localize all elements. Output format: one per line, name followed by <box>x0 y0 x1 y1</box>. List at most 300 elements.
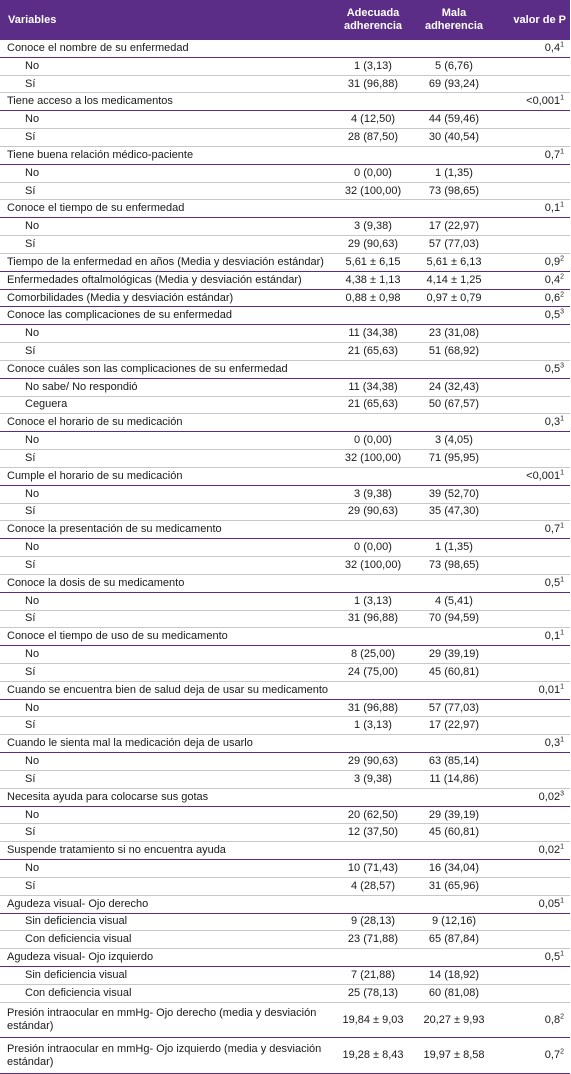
p-value-text: 0,5 <box>544 576 561 589</box>
p-value-text: 0,05 <box>538 897 561 910</box>
cell-p-value <box>495 432 570 450</box>
table-subrow <box>0 860 570 878</box>
p-value-test-superscript: 1 <box>560 201 564 209</box>
table-subrow <box>0 111 570 129</box>
cell-adequate: 0 (0,00) <box>333 164 413 182</box>
table-subrow <box>0 931 570 949</box>
p-value-text: 0,4 <box>544 273 561 286</box>
row-label: Cumple el horario de su medicación <box>0 467 333 485</box>
cell-p-value <box>495 663 570 681</box>
table-group-row <box>0 467 570 485</box>
cell-adequate: 1 (3,13) <box>333 57 413 75</box>
table-group-row <box>0 253 570 271</box>
p-value-test-superscript: 2 <box>560 255 564 263</box>
cell-poor: 1 (1,35) <box>413 164 495 182</box>
row-label: Con deficiencia visual <box>0 931 333 949</box>
p-value-text: 0,3 <box>544 416 561 429</box>
row-label: No <box>0 485 333 503</box>
cell-p-value <box>495 200 570 218</box>
row-label: Cuando se encuentra bien de salud deja de usar su medicamento <box>0 681 333 699</box>
cell-adequate <box>333 949 413 967</box>
cell-poor: 0,97 ± 0,79 <box>413 289 495 307</box>
table-group-row <box>0 628 570 646</box>
p-value-text: 0,7 <box>544 1049 561 1062</box>
cell-poor <box>413 895 495 913</box>
cell-adequate: 4 (12,50) <box>333 111 413 129</box>
cell-poor: 31 (65,96) <box>413 877 495 895</box>
cell-poor: 71 (95,95) <box>413 450 495 468</box>
cell-poor <box>413 40 495 57</box>
cell-p-value <box>495 236 570 254</box>
table-subrow <box>0 770 570 788</box>
cell-p-value <box>495 182 570 200</box>
row-label: No <box>0 699 333 717</box>
row-label: Sin deficiencia visual <box>0 913 333 931</box>
p-value-test-superscript: 3 <box>560 790 564 798</box>
cell-p-value <box>495 485 570 503</box>
cell-poor: 3 (4,05) <box>413 432 495 450</box>
cell-p-value <box>495 753 570 771</box>
table-subrow <box>0 129 570 147</box>
cell-poor: 45 (60,81) <box>413 663 495 681</box>
cell-poor <box>413 146 495 164</box>
cell-poor: 19,97 ± 8,58 <box>413 1038 495 1074</box>
p-value-text: 0,9 <box>544 255 561 268</box>
p-value-test-superscript: 1 <box>560 950 564 958</box>
row-label: Sí <box>0 503 333 521</box>
row-label: No <box>0 111 333 129</box>
row-label: No <box>0 164 333 182</box>
cell-p-value <box>495 895 570 913</box>
row-label: Tiempo de la enfermedad en años (Media y desviación estándar) <box>0 253 333 271</box>
p-value-test-superscript: 1 <box>560 897 564 904</box>
cell-poor: 30 (40,54) <box>413 129 495 147</box>
row-label: No <box>0 753 333 771</box>
table-group-row <box>0 146 570 164</box>
table-group-row <box>0 93 570 111</box>
p-value-test-superscript: 1 <box>560 415 564 423</box>
cell-poor: 29 (39,19) <box>413 646 495 664</box>
p-value-test-superscript: 1 <box>560 522 564 530</box>
cell-poor: 51 (68,92) <box>413 343 495 361</box>
p-value-text: 0,1 <box>544 202 561 215</box>
cell-adequate: 31 (96,88) <box>333 75 413 93</box>
cell-adequate <box>333 360 413 378</box>
cell-p-value <box>495 360 570 378</box>
cell-adequate: 12 (37,50) <box>333 824 413 842</box>
cell-poor: 65 (87,84) <box>413 931 495 949</box>
cell-poor <box>413 521 495 539</box>
table-subrow <box>0 485 570 503</box>
cell-adequate: 28 (87,50) <box>333 129 413 147</box>
cell-p-value <box>495 717 570 735</box>
cell-adequate: 21 (65,63) <box>333 343 413 361</box>
cell-adequate <box>333 788 413 806</box>
cell-p-value <box>495 574 570 592</box>
row-label: Cuando le sienta mal la medicación deja de usarlo <box>0 735 333 753</box>
cell-p-value <box>495 646 570 664</box>
cell-adequate: 3 (9,38) <box>333 485 413 503</box>
cell-poor: 44 (59,46) <box>413 111 495 129</box>
p-value-text: 0,6 <box>544 291 561 304</box>
cell-poor: 45 (60,81) <box>413 824 495 842</box>
cell-adequate <box>333 521 413 539</box>
table-subrow <box>0 218 570 236</box>
row-label: No <box>0 218 333 236</box>
row-label: Tiene acceso a los medicamentos <box>0 93 333 111</box>
cell-poor: 39 (52,70) <box>413 485 495 503</box>
p-value-text: 0,02 <box>538 790 561 803</box>
row-label: Sí <box>0 182 333 200</box>
table-group-row <box>0 414 570 432</box>
table-subrow <box>0 450 570 468</box>
table-group-row <box>0 307 570 325</box>
cell-adequate: 23 (71,88) <box>333 931 413 949</box>
p-value-text: 0,5 <box>544 951 561 964</box>
cell-poor: 4,14 ± 1,25 <box>413 271 495 289</box>
cell-adequate: 0 (0,00) <box>333 539 413 557</box>
cell-p-value <box>495 146 570 164</box>
table-group-row <box>0 271 570 289</box>
cell-p-value <box>495 913 570 931</box>
row-label: Presión intraocular en mmHg- Ojo izquierdo (media y desviación estándar) <box>0 1038 333 1074</box>
cell-p-value <box>495 129 570 147</box>
header-p-value: valor de P <box>495 0 570 40</box>
table-subrow <box>0 806 570 824</box>
table-subrow <box>0 610 570 628</box>
cell-adequate: 11 (34,38) <box>333 325 413 343</box>
cell-adequate <box>333 842 413 860</box>
p-value-test-superscript: 1 <box>560 843 564 851</box>
cell-poor <box>413 360 495 378</box>
p-value-test-superscript: 2 <box>560 1048 564 1056</box>
cell-p-value <box>495 806 570 824</box>
cell-adequate: 29 (90,63) <box>333 753 413 771</box>
cell-poor <box>413 735 495 753</box>
row-label: Sí <box>0 450 333 468</box>
table-subrow <box>0 753 570 771</box>
table-group-row <box>0 735 570 753</box>
p-value-test-superscript: 1 <box>560 94 564 102</box>
row-label: Sí <box>0 129 333 147</box>
cell-adequate: 8 (25,00) <box>333 646 413 664</box>
table-subrow <box>0 432 570 450</box>
cell-p-value <box>495 271 570 289</box>
table-subrow <box>0 503 570 521</box>
table-group-row <box>0 1002 570 1038</box>
cell-adequate: 31 (96,88) <box>333 699 413 717</box>
cell-adequate: 1 (3,13) <box>333 592 413 610</box>
cell-adequate: 29 (90,63) <box>333 236 413 254</box>
cell-p-value <box>495 699 570 717</box>
cell-adequate <box>333 574 413 592</box>
cell-poor: 1 (1,35) <box>413 539 495 557</box>
cell-adequate <box>333 681 413 699</box>
cell-p-value <box>495 218 570 236</box>
cell-adequate: 4,38 ± 1,13 <box>333 271 413 289</box>
cell-adequate: 32 (100,00) <box>333 450 413 468</box>
cell-poor: 29 (39,19) <box>413 806 495 824</box>
cell-poor <box>413 414 495 432</box>
cell-poor: 50 (67,57) <box>413 396 495 414</box>
cell-poor: 69 (93,24) <box>413 75 495 93</box>
p-value-text: 0,01 <box>538 683 561 696</box>
cell-p-value <box>495 343 570 361</box>
row-label: Tiene buena relación médico-paciente <box>0 146 333 164</box>
table-subrow <box>0 75 570 93</box>
cell-poor <box>413 788 495 806</box>
table-subrow <box>0 717 570 735</box>
p-value-text: 0,1 <box>544 630 561 643</box>
cell-p-value <box>495 860 570 878</box>
cell-adequate: 32 (100,00) <box>333 182 413 200</box>
cell-poor: 4 (5,41) <box>413 592 495 610</box>
row-label: Sí <box>0 610 333 628</box>
table-group-row <box>0 842 570 860</box>
cell-adequate: 0 (0,00) <box>333 432 413 450</box>
cell-p-value <box>495 681 570 699</box>
cell-p-value <box>495 289 570 307</box>
cell-poor: 35 (47,30) <box>413 503 495 521</box>
cell-poor: 24 (32,43) <box>413 378 495 396</box>
row-label: Sí <box>0 557 333 575</box>
table-subrow <box>0 967 570 985</box>
cell-poor <box>413 628 495 646</box>
p-value-test-superscript: 1 <box>560 629 564 637</box>
row-label: No <box>0 539 333 557</box>
table-subrow <box>0 877 570 895</box>
row-label: Sí <box>0 343 333 361</box>
cell-adequate: 29 (90,63) <box>333 503 413 521</box>
row-label: Conoce el tiempo de su enfermedad <box>0 200 333 218</box>
cell-p-value <box>495 592 570 610</box>
cell-p-value <box>495 325 570 343</box>
table-body <box>0 40 570 1073</box>
row-label: Agudeza visual- Ojo izquierdo <box>0 949 333 967</box>
cell-adequate: 20 (62,50) <box>333 806 413 824</box>
cell-adequate: 19,84 ± 9,03 <box>333 1002 413 1038</box>
table-subrow <box>0 913 570 931</box>
table-subrow <box>0 663 570 681</box>
table-subrow <box>0 699 570 717</box>
p-value-text: 0,02 <box>538 844 561 857</box>
cell-adequate: 19,28 ± 8,43 <box>333 1038 413 1074</box>
cell-p-value <box>495 378 570 396</box>
p-value-test-superscript: 1 <box>560 683 564 691</box>
table-group-row <box>0 949 570 967</box>
table-group-row <box>0 681 570 699</box>
cell-adequate: 3 (9,38) <box>333 218 413 236</box>
cell-p-value <box>495 788 570 806</box>
cell-adequate <box>333 93 413 111</box>
cell-adequate <box>333 467 413 485</box>
header-variables: Variables <box>0 0 333 40</box>
cell-poor: 20,27 ± 9,93 <box>413 1002 495 1038</box>
cell-p-value <box>495 1002 570 1038</box>
cell-adequate: 24 (75,00) <box>333 663 413 681</box>
table-group-row <box>0 895 570 913</box>
p-value-text: 0,7 <box>544 523 561 536</box>
p-value-test-superscript: 3 <box>560 308 564 316</box>
header-poor-adherence: Mala adherencia <box>413 0 495 40</box>
cell-adequate <box>333 200 413 218</box>
table-subrow <box>0 592 570 610</box>
cell-adequate: 7 (21,88) <box>333 967 413 985</box>
cell-p-value <box>495 539 570 557</box>
table-group-row <box>0 1038 570 1074</box>
table-subrow <box>0 236 570 254</box>
table-group-row <box>0 200 570 218</box>
row-label: Suspende tratamiento si no encuentra ayuda <box>0 842 333 860</box>
table-subrow <box>0 57 570 75</box>
row-label: Con deficiencia visual <box>0 984 333 1002</box>
cell-adequate: 5,61 ± 6,15 <box>333 253 413 271</box>
cell-adequate <box>333 146 413 164</box>
cell-poor: 11 (14,86) <box>413 770 495 788</box>
cell-p-value <box>495 467 570 485</box>
table-group-row <box>0 360 570 378</box>
cell-poor <box>413 949 495 967</box>
p-value-test-superscript: 2 <box>560 290 564 298</box>
cell-poor <box>413 842 495 860</box>
row-label: Sí <box>0 770 333 788</box>
cell-p-value <box>495 57 570 75</box>
cell-p-value <box>495 967 570 985</box>
table-subrow <box>0 539 570 557</box>
p-value-test-superscript: 1 <box>560 469 564 477</box>
cell-p-value <box>495 557 570 575</box>
cell-poor <box>413 467 495 485</box>
row-label: Sin deficiencia visual <box>0 967 333 985</box>
cell-p-value <box>495 984 570 1002</box>
table-header <box>0 0 570 40</box>
cell-p-value <box>495 164 570 182</box>
p-value-text: 0,5 <box>544 362 561 375</box>
cell-adequate <box>333 307 413 325</box>
row-label: Agudeza visual- Ojo derecho <box>0 895 333 913</box>
row-label: Sí <box>0 877 333 895</box>
p-value-text: 0,8 <box>544 1013 561 1026</box>
cell-p-value <box>495 307 570 325</box>
cell-poor <box>413 681 495 699</box>
cell-adequate <box>333 40 413 57</box>
p-value-text: 0,3 <box>544 737 561 750</box>
row-label: Necesita ayuda para colocarse sus gotas <box>0 788 333 806</box>
cell-poor: 57 (77,03) <box>413 699 495 717</box>
row-label: Conoce la presentación de su medicamento <box>0 521 333 539</box>
row-label: No <box>0 432 333 450</box>
row-label: Enfermedades oftalmológicas (Media y desviación estándar) <box>0 271 333 289</box>
row-label: Sí <box>0 663 333 681</box>
row-label: No <box>0 860 333 878</box>
cell-p-value <box>495 75 570 93</box>
p-value-test-superscript: 3 <box>560 362 564 370</box>
row-label: No <box>0 325 333 343</box>
p-value-test-superscript: 1 <box>560 148 564 156</box>
table-subrow <box>0 984 570 1002</box>
cell-p-value <box>495 396 570 414</box>
row-label: Presión intraocular en mmHg- Ojo derecho (media y desviación estándar) <box>0 1002 333 1038</box>
row-label: No <box>0 806 333 824</box>
row-label: Comorbilidades (Media y desviación estándar) <box>0 289 333 307</box>
row-label: Conoce el horario de su medicación <box>0 414 333 432</box>
p-value-text: 0,7 <box>544 148 561 161</box>
cell-p-value <box>495 735 570 753</box>
cell-adequate: 11 (34,38) <box>333 378 413 396</box>
table-subrow <box>0 557 570 575</box>
p-value-test-superscript: 1 <box>560 41 564 49</box>
cell-adequate: 10 (71,43) <box>333 860 413 878</box>
table-subrow <box>0 343 570 361</box>
cell-p-value <box>495 628 570 646</box>
cell-adequate: 3 (9,38) <box>333 770 413 788</box>
row-label: Sí <box>0 75 333 93</box>
p-value-test-superscript: 2 <box>560 273 564 281</box>
cell-p-value <box>495 824 570 842</box>
row-label: Conoce el tiempo de uso de su medicamento <box>0 628 333 646</box>
p-value-test-superscript: 1 <box>560 576 564 584</box>
cell-poor: 57 (77,03) <box>413 236 495 254</box>
cell-poor: 73 (98,65) <box>413 182 495 200</box>
cell-p-value <box>495 93 570 111</box>
cell-adequate <box>333 414 413 432</box>
table-subrow <box>0 378 570 396</box>
cell-poor: 5,61 ± 6,13 <box>413 253 495 271</box>
cell-poor: 63 (85,14) <box>413 753 495 771</box>
table-subrow <box>0 824 570 842</box>
cell-adequate: 25 (78,13) <box>333 984 413 1002</box>
cell-adequate: 4 (28,57) <box>333 877 413 895</box>
table-group-row <box>0 788 570 806</box>
table-subrow <box>0 164 570 182</box>
cell-p-value <box>495 931 570 949</box>
row-label: No sabe/ No respondió <box>0 378 333 396</box>
table-group-row <box>0 289 570 307</box>
table-group-row <box>0 521 570 539</box>
cell-p-value <box>495 253 570 271</box>
cell-poor: 73 (98,65) <box>413 557 495 575</box>
row-label: No <box>0 592 333 610</box>
cell-poor: 5 (6,76) <box>413 57 495 75</box>
p-value-text: <0,001 <box>526 95 561 108</box>
row-label: No <box>0 646 333 664</box>
cell-adequate: 21 (65,63) <box>333 396 413 414</box>
table-subrow <box>0 646 570 664</box>
cell-adequate: 32 (100,00) <box>333 557 413 575</box>
cell-p-value <box>495 1038 570 1074</box>
row-label: Sí <box>0 824 333 842</box>
cell-poor: 17 (22,97) <box>413 218 495 236</box>
cell-poor: 70 (94,59) <box>413 610 495 628</box>
cell-poor <box>413 574 495 592</box>
cell-poor <box>413 307 495 325</box>
header-adequate-adherence: Adecuada adherencia <box>333 0 413 40</box>
p-value-text: 0,4 <box>544 41 561 54</box>
row-label: Sí <box>0 717 333 735</box>
cell-adequate: 9 (28,13) <box>333 913 413 931</box>
cell-p-value <box>495 521 570 539</box>
cell-p-value <box>495 842 570 860</box>
cell-p-value <box>495 40 570 57</box>
row-label: Conoce cuáles son las complicaciones de su enfermedad <box>0 360 333 378</box>
table-subrow <box>0 182 570 200</box>
table-subrow <box>0 396 570 414</box>
p-value-text: 0,5 <box>544 309 561 322</box>
row-label: Conoce la dosis de su medicamento <box>0 574 333 592</box>
table-subrow <box>0 325 570 343</box>
cell-poor: 60 (81,08) <box>413 984 495 1002</box>
cell-adequate <box>333 735 413 753</box>
